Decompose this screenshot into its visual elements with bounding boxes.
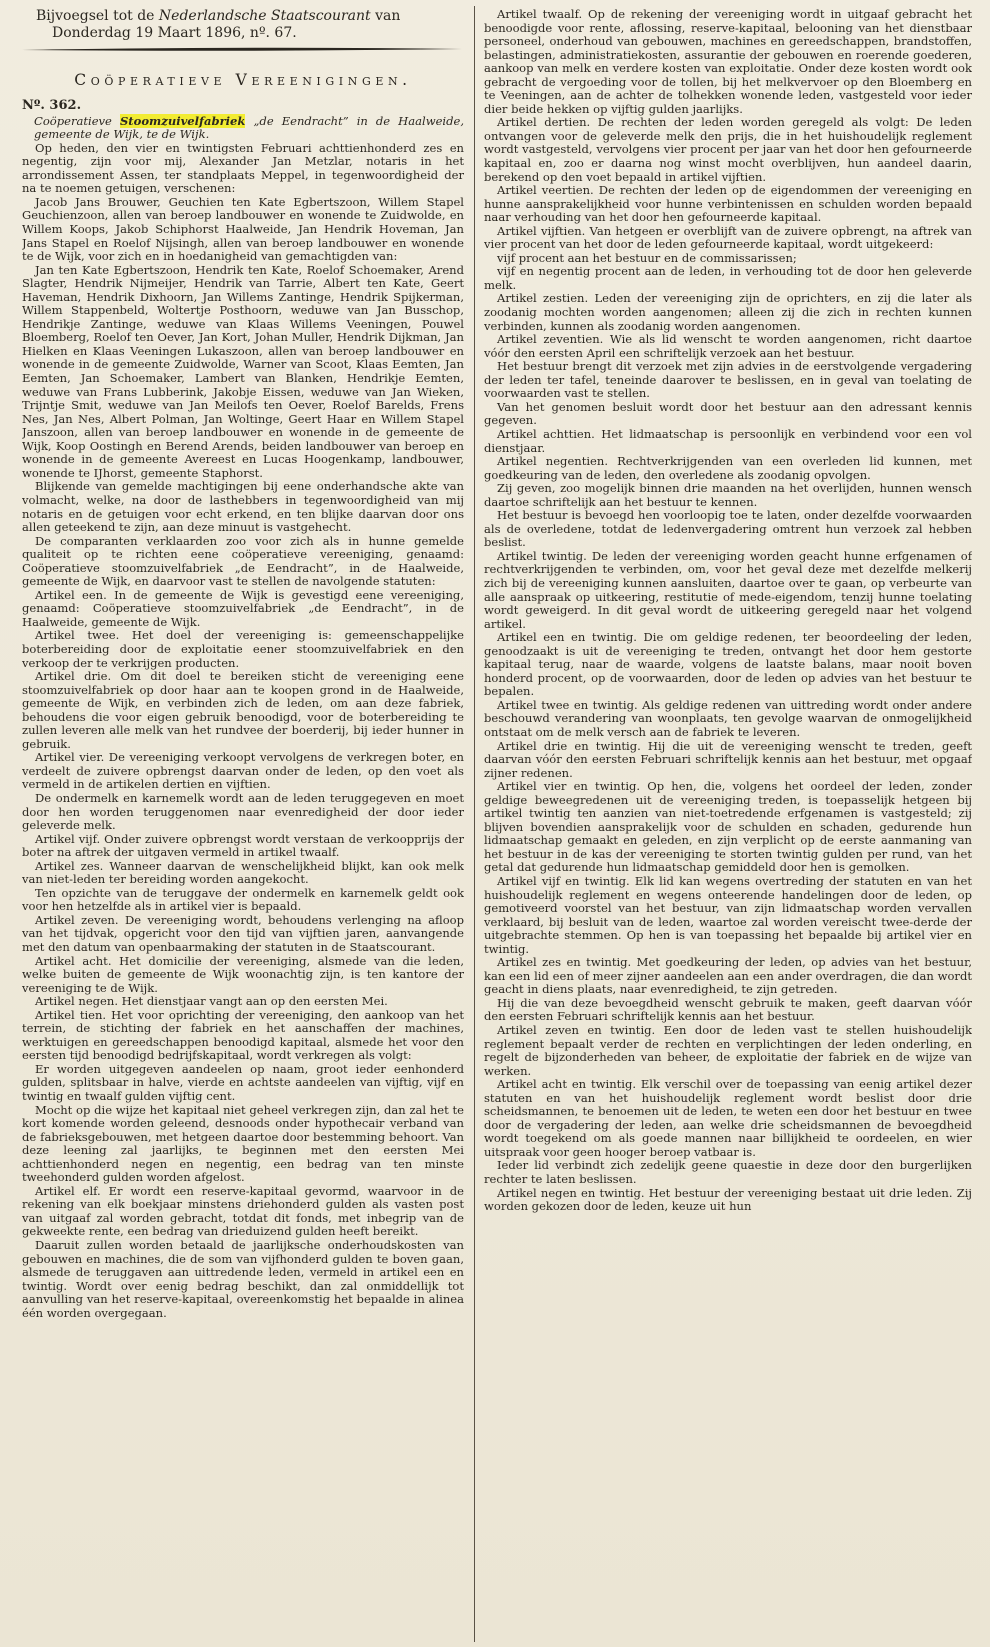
- paragraph: De ondermelk en karnemelk wordt aan de leden teruggegeven en moet door hen worden teruggenomen naar evenredigheid der door ieder geleverde melk.: [22, 790, 464, 833]
- entry-number: Nº. 362.: [22, 98, 82, 114]
- left-body-text: [22, 142, 464, 1321]
- paragraph: Artikel vier en twintig. Op hen, die, volgens het oordeel der leden, zonder geldige beweegredenen uit de vereeniging treden, is toepasselijk hetgeen bij artikel twintig ten aanzien van niet-toetredende erfgenamen is vastgesteld; zij blijven bovendien aansprakelijk voor de schulden en schaden, gedurende hun lidmaatschap gemaakt en geleden, en zijn verplicht op de eerste aanmaning van het bestuur in de kas der vereeniging te storten twintig gulden per rund, van het getal dat gedurende hun lidmaatschap gemiddeld door hen is gemolken.: [484, 779, 972, 875]
- paragraph: Artikel zes en twintig. Met goedkeuring der leden, op advies van het bestuur, kan een lid een of meer zijner aandeelen aan een ander overdragen, die dan wordt geacht in diens plaats, naar evenredigheid, te zijn getreden.: [484, 955, 972, 997]
- header-paper-name: Nederlandsche Staatscourant: [158, 8, 371, 24]
- paragraph: Het bestuur is bevoegd hen voorloopig toe te laten, onder dezelfde voorwaarden als de overledene, totdat de ledenvergadering omtrent hun verzoek zal hebben beslist.: [484, 508, 972, 550]
- paragraph: Artikel zes. Wanneer daarvan de wenschelijkheid blijkt, kan ook melk van niet-leden ter bereiding worden aangekocht.: [22, 858, 464, 887]
- paragraph: Artikel drie en twintig. Hij die uit de vereeniging wenscht te treden, geeft daarvan vóór den eersten Februari schriftelijk kennis aan het bestuur, met opgaaf zijner redenen.: [484, 738, 972, 780]
- paragraph: Artikel een. In de gemeente de Wijk is gevestigd eene vereeniging, genaamd: Coöperatieve stoomzuivelfabriek „de Eendracht”, in de Haalweide, gemeente de Wijk.: [22, 587, 464, 629]
- supplement-header: [36, 8, 464, 42]
- paragraph: Ten opzichte van de teruggave der ondermelk en karnemelk geldt ook voor hen hetzelfde als in artikel vier is bepaald.: [22, 885, 464, 914]
- paragraph: De comparanten verklaarden zoo voor zich als in hunne gemelde qualiteit op te richten eene coöperatieve vereeniging, genaamd: Coöperatieve stoomzuivelfabriek „de Eendracht”, in de Haalweide, gemeente de Wijk, en daarvoor vast te stellen de navolgende statuten:: [22, 533, 464, 589]
- paragraph: Artikel vier. De vereeniging verkoopt vervolgens de verkregen boter, en verdeelt de zuivere opbrengst daarvan onder de leden, op den voet als vermeld in de artikelen dertien en vijftien.: [22, 750, 464, 792]
- paragraph: Daaruit zullen worden betaald de jaarlijksche onderhoudskosten van gebouwen en machines, die de som van vijfhonderd gulden te boven gaan, alsmede de teruggaven aan uittredende leden, vermeld in artikel een en twintig. Wordt over eenig bedrag beschikt, dan zal onmiddellijk tot aanvulling van het reserve-kapitaal, overeenkomstig het bepaalde in alinea één worden overgegaan.: [22, 1238, 464, 1320]
- paragraph: Artikel acht. Het domicilie der vereeniging, alsmede van die leden, welke buiten de gemeente de Wijk woonachtig zijn, is ten kantore der vereeniging te de Wijk.: [22, 953, 464, 995]
- right-body-text: [484, 8, 972, 1214]
- paragraph: vijf procent aan het bestuur en de commissarissen;: [497, 250, 797, 265]
- paragraph: Artikel zeven en twintig. Een door de leden vast te stellen huishoudelijk reglement bepaalt verder de rechten en verplichtingen der leden onderling, en regelt de bijzonderheden van beheer, de exploitatie der fabriek en de wijze van werken.: [484, 1023, 972, 1078]
- paragraph: Artikel vijftien. Van hetgeen er overblijft van de zuivere opbrengt, na aftrek van vier procent van het door de leden gefourneerde kapitaal, wordt uitgekeerd:: [484, 223, 972, 252]
- paragraph: Jan ten Kate Egbertszoon, Hendrik ten Kate, Roelof Schoemaker, Arend Slagter, Hendrik Nijmeijer, Hendrik van Tarrie, Albert ten Kate, Geert Haveman, Hendrik Dixhoorn, Jan Willems Zantinge, Hendrik Spijkerman, Willem Stappenbeld, Woltertje Posthoorn, weduwe van Jan Busschop, Hendrikje Zantinge, weduwe van Klaas Willems Veeningen, Pouwel Bloemberg, Roelof ten Oever, Jan Kort, Johan Muller, Hendrik Dijkman, Jan Hielken en Klaas Veeningen Lukaszoon, allen van beroep landbouwer en wonende in de gemeente Zuidwolde, Warner van Scoot, Klaas Eemten, Jan Eemten, Jan Schoemaker, Lambert van Blanken, Hendrikje Eemten, weduwe van Frans Lubberink, Jakobje Eissen, weduwe van Jan Wieken, Trijntje Smit, weduwe van Jan Meilofs ten Oever, Roelof Barelds, Frens Nes, Jan Nes, Albert Polman, Jan Woltinge, Geert Haar en Willem Stapel Janszoon, allen van beroep landbouwer en wonende in de gemeente de Wijk, Koop Oostingh en Berend Arends, beiden landbouwer van beroep en wonende in de gemeente Avereest en Lucas Hoogenkamp, landbouwer, wonende te IJhorst, gemeente Staphorst.: [22, 262, 464, 480]
- paragraph: Artikel zestien. Leden der vereeniging zijn de oprichters, en zij die later als zoodanig mochten worden aangenomen; alleen zij die zich in rechten kunnen verbinden, kunnen als zoodanig worden aangenomen.: [484, 291, 972, 333]
- right-column: [484, 8, 972, 1640]
- paragraph: Artikel dertien. De rechten der leden worden geregeld als volgt: De leden ontvangen voor de geleverde melk den prijs, die in het huishoudelijk reglement wordt vastgesteld, vervolgens vier procent per jaar van het door hen gefourneerde kapitaal en, zoo er daarna nog winst mocht overblijven, hun aandeel daarin, berekend op den voet bepaald in artikel vijftien.: [484, 115, 972, 184]
- paragraph: Artikel drie. Om dit doel te bereiken sticht de vereeniging eene stoomzuivelfabriek op door haar aan te koopen grond in de Haalweide, gemeente de Wijk, en verbinden zich de leden, om aan deze fabriek, behoudens die voor eigen gebruik benoodigd, voor de boterbereiding te zullen leveren alle melk van het rundvee der boerderij, bij ieder hunner in gebruik.: [22, 669, 464, 751]
- paragraph: Hij die van deze bevoegdheid wenscht gebruik te maken, geeft daarvan vóór den eersten Februari schriftelijk kennis aan het bestuur.: [484, 995, 972, 1024]
- header-line1: Bijvoegsel tot de: [36, 8, 155, 24]
- paragraph: Artikel twee. Het doel der vereeniging is: gemeenschappelijke boterbereiding door de exploitatie eener stoomzuivelfabriek en den verkoop der te verkrijgen producten.: [22, 628, 464, 670]
- column-divider: [474, 6, 475, 1642]
- paragraph: Zij geven, zoo mogelijk binnen drie maanden na het overlijden, hunnen wensch daartoe schriftelijk aan het bestuur te kennen.: [484, 481, 972, 509]
- left-column: [22, 8, 464, 1640]
- paragraph: Op heden, den vier en twintigsten Februari achttienhonderd zes en negentig, zijn voor mij, Alexander Jan Metzlar, notaris in het arrondissement Assen, ter standplaats Meppel, in tegenwoordigheid der na te noemen getuigen, verschenen:: [22, 140, 464, 196]
- header-line1-end: van: [375, 8, 401, 24]
- paragraph: Artikel vijf. Onder zuivere opbrengst wordt verstaan de verkoopprijs der boter na aftrek der uitgaven vermeld in artikel twaalf.: [22, 831, 464, 860]
- cooperative-title: [34, 115, 464, 142]
- title-highlight: Stoomzuivelfabriek: [119, 113, 246, 128]
- paragraph: Artikel tien. Het voor oprichting der vereeniging, den aankoop van het terrein, de stichting der fabriek en het aanschaffen der machines, werktuigen en gereedschappen benoodigd kapitaal, alsmede het voor den eersten tijd benoodigd bedrijfskapitaal, wordt verkregen als volgt:: [22, 1007, 464, 1063]
- paragraph: Artikel twaalf. Op de rekening der vereeniging wordt in uitgaaf gebracht het benoodigde voor rente, aflossing, reserve-kapitaal, belooning van het dienstbaar personeel, onderhoud van gebouwen, machines en gereedschappen, brandstoffen, belastingen, administratiekosten, assurantie der gebouwen en roerende goederen, aankoop van melk en verdere kosten van exploitatie. Onder deze kosten wordt ook gebracht de vergoeding voor de tollen, bij het melkvervoer op den Bloemberg en te Veeningen, aan de achter de tolhekken wonende leden, vastgesteld voor ieder dier beide hekken op vijftig gulden jaarlijks.: [484, 8, 972, 116]
- paragraph: Artikel negen en twintig. Het bestuur der vereeniging bestaat uit drie leden. Zij worden gekozen door de leden, keuze uit hun: [484, 1185, 972, 1214]
- paragraph: Artikel zeven. De vereeniging wordt, behoudens verlenging na afloop van het tijdvak, opgericht voor den tijd van vijftien jaren, aanvangende met den datum van openbaarmaking der statuten in de Staatscourant.: [22, 912, 464, 954]
- paragraph: Artikel veertien. De rechten der leden op de eigendommen der vereeniging en hunne aansprakelijkheid voor hunne verbintenissen en schulden worden bepaald naar verhouding van het door hen gefourneerde kapitaal.: [484, 183, 972, 225]
- paragraph: Artikel twee en twintig. Als geldige redenen van uittreding wordt onder andere beschouwd verandering van woonplaats, ten gevolge waarvan de onmogelijkheid ontstaat om de melk versch aan de fabriek te leveren.: [484, 697, 972, 739]
- paragraph: Artikel negentien. Rechtverkrijgenden van een overleden lid kunnen, met goedkeuring van de leden, den overledene als zoodanig opvolgen.: [484, 454, 972, 482]
- header-date: Donderdag 19 Maart 1896, nº. 67.: [52, 25, 297, 41]
- paragraph: Het bestuur brengt dit verzoek met zijn advies in de eerstvolgende vergadering der leden ter tafel, teneinde daarover te beslissen, en in geval van toelating de voorwaarden vast te stellen.: [484, 359, 972, 401]
- paragraph: Er worden uitgegeven aandeelen op naam, groot ieder eenhonderd gulden, splitsbaar in halve, vierde en achtste aandeelen van vijftig, vijf en twintig en twaalf gulden vijftig cent.: [22, 1061, 464, 1104]
- paragraph: Artikel vijf en twintig. Elk lid kan wegens overtreding der statuten en van het huishoudelijk reglement en wegens onteerende handelingen door de leden, op gemotiveerd voorstel van het bestuur, van zijn lidmaatschap worden vervallen verklaard, bij besluit van de leden, waartoe zal worden vereischt twee-derde der uitgebrachte stemmen. Op hen is van toepassing het bepaalde bij artikel vier en twintig.: [484, 874, 972, 956]
- paragraph: vijf en negentig procent aan de leden, in verhouding tot de door hen geleverde melk.: [484, 264, 972, 292]
- paragraph: Artikel twintig. De leden der vereeniging worden geacht hunne erfgenamen of rechtverkrijgenden te verbinden, om, voor het geval deze met dezelfde melkerij zich bij de vereeniging kunnen aansluiten, daartoe over te gaan, op verbeurte van alle aanspraak op uitkeering, restitutie of mede-eigendom, tenzij hunne toelating wordt geweigerd. In dit geval wordt de uitkeering geregeld naar het volgend artikel.: [484, 548, 972, 631]
- paragraph: Jacob Jans Brouwer, Geuchien ten Kate Egbertszoon, Willem Stapel Geuchienzoon, allen van beroep landbouwer en wonende te Zuidwolde, en Willem Koops, Jakob Schiphorst Haalweide, Jan Hendrik Hoveman, Jan Jans Stapel en Roelof Nijsingh, allen van beroep landbouwer en wonende te de Wijk, voor zich en in hoedanigheid van gemachtigden van:: [22, 194, 464, 264]
- paragraph: Van het genomen besluit wordt door het bestuur aan den adressant kennis gegeven.: [484, 399, 972, 428]
- paragraph: Blijkende van gemelde machtigingen bij eene onderhandsche akte van volmacht, welke, na door de lasthebbers in tegenwoordigheid van mij notaris en de getuigen voor echt erkend, en ten blijke daarvan door ons allen geteekend te zijn, aan deze minuut is vastgehecht.: [22, 479, 464, 535]
- paragraph: Ieder lid verbindt zich zedelijk geene quaestie in deze door den burgerlijken rechter te laten beslissen.: [484, 1158, 972, 1187]
- paragraph: Mocht op die wijze het kapitaal niet geheel verkregen zijn, dan zal het te kort komende worden geleend, desnoods onder hypothecair verband van de fabrieksgebouwen, met hetgeen daartoe door bestemming behoort. Van deze leening zal jaarlijks, te beginnen met den eersten Mei achttienhonderd negen en negentig, een bedrag van ten minste tweehonderd gulden worden afgelost.: [22, 1102, 464, 1185]
- paragraph: Artikel acht en twintig. Elk verschil over de toepassing van eenig artikel dezer statuten en van het huishoudelijk reglement wordt beslist door drie scheidsmannen, te benoemen uit de leden, te weten een door het bestuur en twee door de vergadering der leden, aan welke drie scheidsmannen de bevoegdheid wordt toegekend om als goede mannen naar billijkheid te oordeelen, en wier uitspraak voor geen hooger beroep vatbaar is.: [484, 1077, 972, 1159]
- paragraph: Artikel elf. Er wordt een reserve-kapitaal gevormd, waarvoor in de rekening van elk boekjaar minstens driehonderd gulden als vasten post van uitgaaf zal worden gebracht, totdat dit fonds, met inbegrip van de gekweekte rente, een bedrag van drieduizend gulden heeft bereikt.: [22, 1183, 464, 1239]
- paragraph: Artikel een en twintig. Die om geldige redenen, ter beoordeeling der leden, genoodzaakt is uit de vereeniging te treden, ontvangt het door hem gestorte kapitaal terug, naar de waarde, volgens de laatste balans, maar nooit boven honderd procent, op de voorwaarden, door de leden op advies van het bestuur te bepalen.: [484, 630, 972, 699]
- title-post: „de Eendracht” in de Haalweide, gemeente de Wijk, te de Wijk.: [34, 113, 464, 142]
- paragraph: Artikel zeventien. Wie als lid wenscht te worden aangenomen, richt daartoe vóór den eersten April een schriftelijk verzoek aan het bestuur.: [484, 332, 972, 360]
- section-title: Coöperatieve Vereenigingen.: [74, 70, 412, 89]
- paragraph: Artikel achttien. Het lidmaatschap is persoonlijk en verbindend voor een vol dienstjaar.: [484, 426, 972, 455]
- header-rule: [22, 44, 464, 54]
- title-pre: Coöperatieve: [34, 113, 112, 128]
- paragraph: Artikel negen. Het dienstjaar vangt aan op den eersten Mei.: [35, 994, 388, 1009]
